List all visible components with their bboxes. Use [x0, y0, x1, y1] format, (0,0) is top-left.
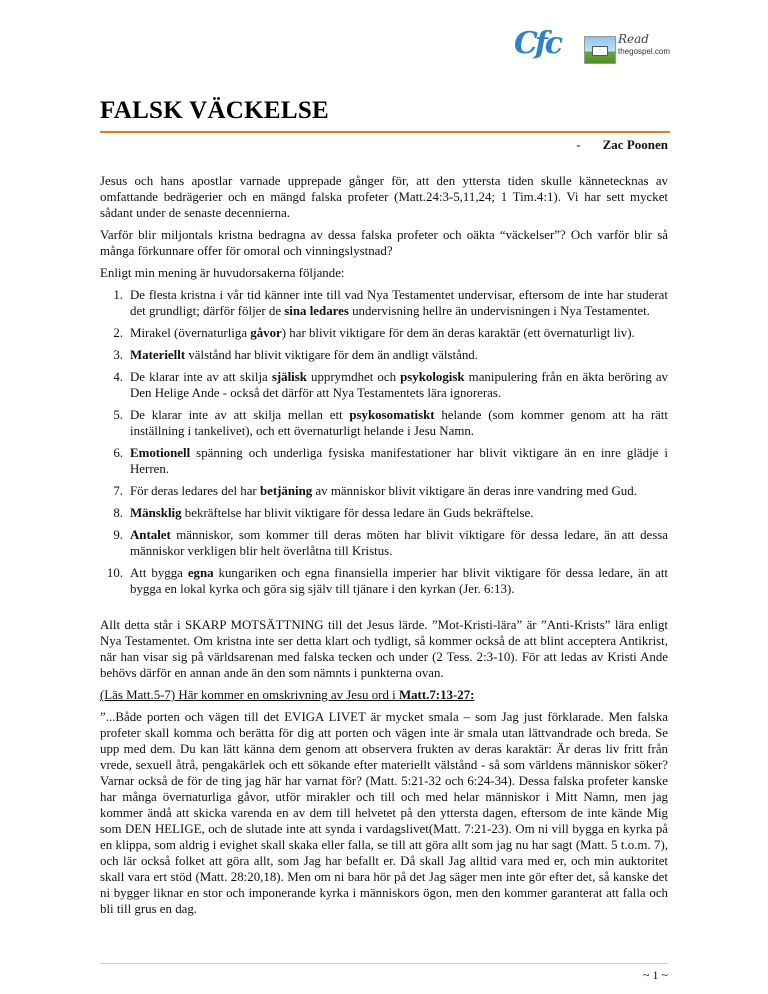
open-book-landscape-icon: [584, 36, 616, 64]
list-item: 3. Materiellt välstånd har blivit viktigare för dem än andligt välstånd.: [113, 348, 478, 362]
conclusion-paragraph: Allt detta står i SKARP MOTSÄTTNING till det Jesus lärde. ”Mot-Kristi-lära” är ”Anti-Krists” lära enligt Nya Testamentet. Om kristna inte ser detta klart och tydligt, så kommer också de att blint acceptera Antikrist, när han visar sig på världsarenan med falska tecken och under (2 Tess. 2:3-10). För att ledas av Kristi Ande behövs därför en annan ande än den som nämnts i punkterna ovan.: [100, 618, 668, 680]
title-divider: [100, 131, 670, 133]
read-note: (Läs Matt.5-7) Här kommer en omskrivning av Jesu ord i Matt.7:13-27:: [100, 688, 475, 702]
author-line: [576, 137, 668, 153]
list-item: 9. Antalet människor, som kommer till deras möten har blivit viktigare för dessa ledare, än att dessa människor verkligen blir helt överlåtna till Kristus.: [113, 528, 668, 558]
list-item: 4. De klarar inte av att skilja själisk upprymdhet och psykologisk manipulering från en äkta beröring av Den Helige Ande - också det därför att Nya Testamentets lära ignoreras.: [113, 370, 669, 400]
intro-paragraph-3: Enligt min mening är huvudorsakerna följande:: [100, 266, 345, 280]
list-item: 10. Att bygga egna kungariken och egna finansiella imperier har blivit viktigare för dessa ledare, än att bygga en lokal kyrka och göra sig själv till tjänare i den kyrkan (Jer. 6:13).: [106, 566, 668, 596]
document-title: FALSK VÄCKELSE: [100, 97, 330, 124]
author-dash: -: [576, 137, 581, 152]
cfc-logo: Cfc: [514, 26, 561, 61]
read-logo-subtext: thegospel.com: [618, 47, 671, 56]
intro-paragraph-1: Jesus och hans apostlar varnade upprepade gånger för, att den yttersta tiden skulle kännetecknas av omfattande bedrägerier och en mängd falska profeter (Matt.24:3-5,11,24; 1 Tim.4:1). Vi har sett mycket sådant under de senaste decennierna.: [100, 174, 668, 220]
list-item: 2. Mirakel (övernaturliga gåvor) har blivit viktigare för dem än deras karaktär (ett övernaturligt liv).: [113, 326, 635, 340]
read-logo-word: Read: [618, 32, 649, 46]
footer-divider: [100, 963, 668, 964]
intro-paragraph-2: Varför blir miljontals kristna bedragna av dessa falska profeter och oäkta “väckelser”? Och varför blir så många förkunnare offer för omoral och vinningslystnad?: [100, 228, 668, 258]
readthegospel-logo: [584, 32, 674, 66]
author-name: Zac Poonen: [602, 137, 668, 152]
page-number: ~ 1 ~: [643, 968, 668, 982]
list-item: 8. Mänsklig bekräftelse har blivit viktigare för dessa ledare än Guds bekräftelse.: [113, 506, 534, 520]
list-item: 7. För deras ledares del har betjäning av människor blivit viktigare än deras inre vandring med Gud.: [113, 484, 637, 498]
document-body: [100, 162, 668, 923]
quote-paragraph: ”...Både porten och vägen till det EVIGA LIVET är mycket smala – som Jag just förklarade. Men falska profeter skall komma och berätta för dig att porten och vägen inte är smala utan lättvandrade och breda. Se upp med dem. Du kan lätt känna dem genom att observera frukten av deras karaktär: Är deras liv fritt från vrede, sexuell åtrå, pengakärlek och ett sökande efter materiellt välstånd - så som världens människor söker? Varnar också de för de ting jag här har varnat för? (Matt. 5:21-32 och 6:24-34). Dessa falska profeter kanske har många övernaturliga gåvor, utför mirakler och till och med helar människor i Mitt Namn, men jag kommer ändå att skicka varenda en av dem till helvetet på den yttersta dagen, eftersom de inte kände Mig som DEN HELIGE, och de slutade inte att synda i vardagslivet(Matt. 7:21-23). Om ni vill bygga en kyrka på en klippa, som aldrig i evighet skall skaka eller falla, se till att göra allt som jag nu har sagt (Matt. 5 t.o.m. 7), och lär också folket att göra allt, som Jag har befallt er. Då skall Jag alltid vara med er, och min auktoritet skall vara ert stöd (Matt. 28:20,18). Men om ni bara hör på det Jag säger men inte gör efter det, så kanske det ni bygger liknar en stor och imponerande kyrka i människors ögon, men den kommer garanterat att falla och bli till grus en dag.: [100, 710, 668, 916]
list-item: 1. De flesta kristna i vår tid känner inte till vad Nya Testamentet undervisar, eftersom de inte har studerat det grundligt; därför följer de sina ledares undervisning hellre än undervisningen i Nya Testamentet.: [113, 288, 668, 318]
header-logos: [514, 26, 674, 70]
list-item: 5. De klarar inte av att skilja mellan ett psykosomatiskt helande (som kommer genom att ha rätt inställning i tankelivet), och ett övernaturligt helande i Jesu Namn.: [113, 408, 668, 438]
list-item: 6. Emotionell spänning och underliga fysiska manifestationer har blivit viktigare än en inre glädje i Herren.: [113, 446, 668, 476]
reasons-list: [100, 287, 668, 597]
